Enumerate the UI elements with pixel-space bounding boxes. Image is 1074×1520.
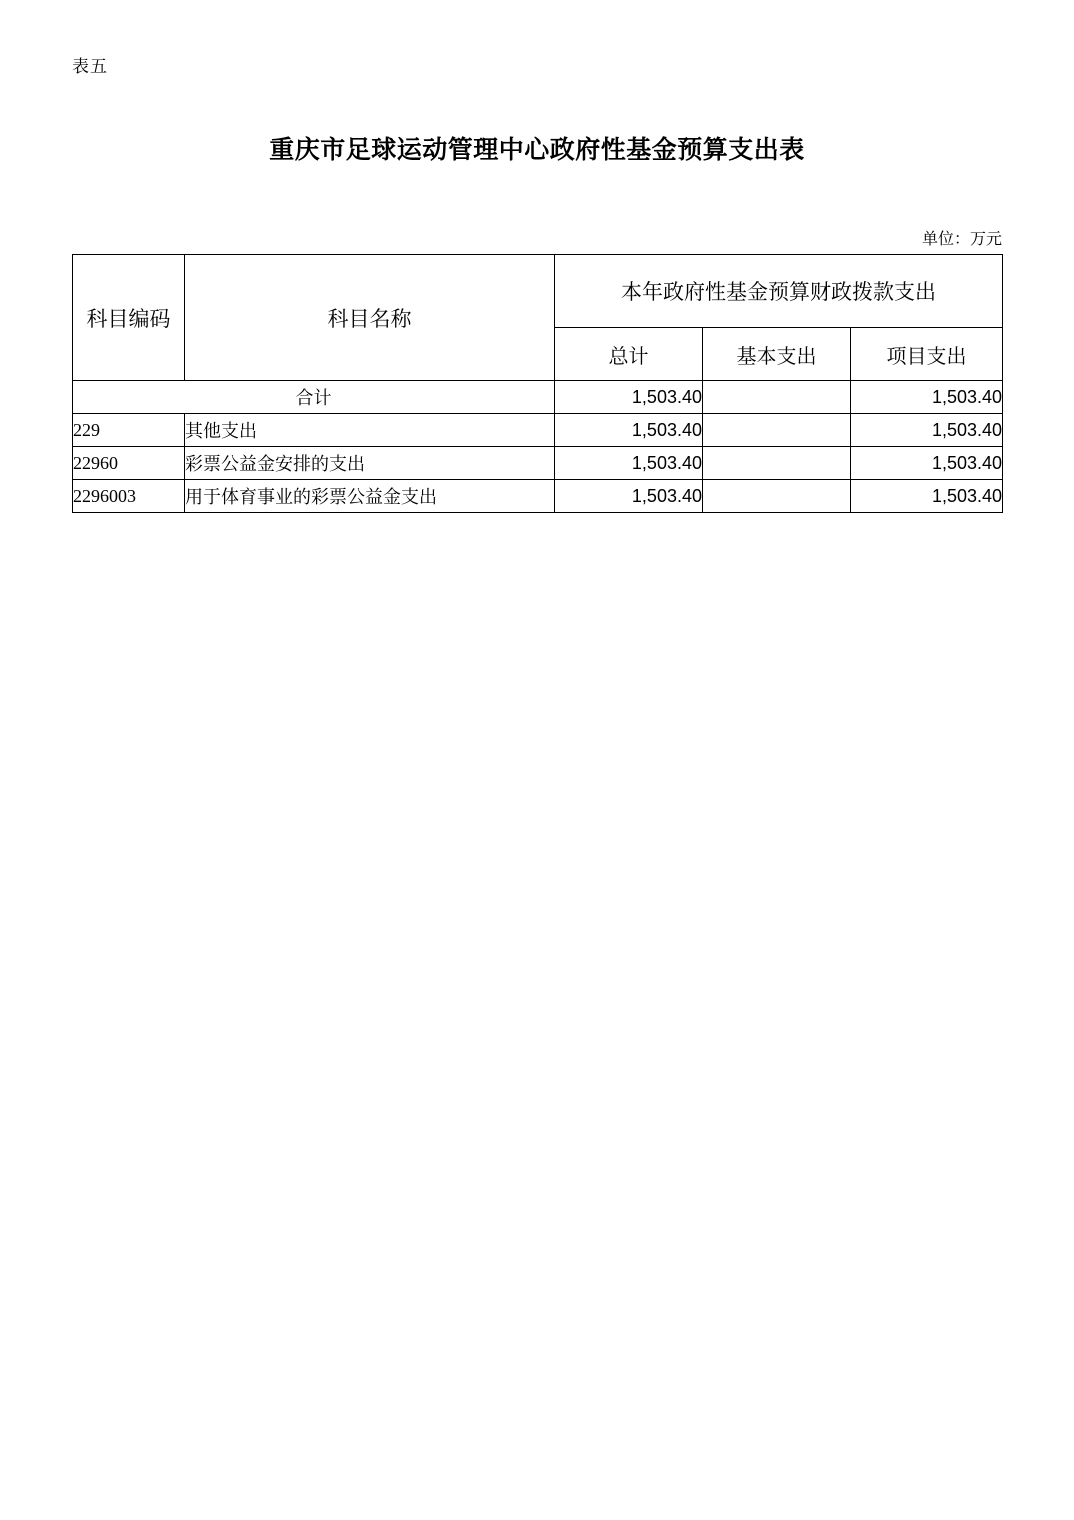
page-title: 重庆市足球运动管理中心政府性基金预算支出表 (269, 137, 805, 164)
row-total: 1,503.40 (555, 480, 703, 513)
header-name: 科目名称 (185, 255, 555, 381)
unit-note: 单位：万元 (921, 229, 1002, 248)
budget-expenditure-table (72, 254, 1003, 513)
header-group-current-year: 本年政府性基金预算财政拨款支出 (555, 255, 1003, 328)
header-total: 总计 (555, 328, 703, 381)
row-total-basic (703, 381, 851, 414)
row-name: 其他支出 (185, 414, 555, 447)
sheet-label: 表五 (72, 57, 108, 77)
row-project: 1,503.40 (851, 447, 1003, 480)
row-code: 2296003 (73, 480, 185, 513)
header-code: 科目编码 (73, 255, 185, 381)
row-name: 彩票公益金安排的支出 (185, 447, 555, 480)
header-project-expenditure: 项目支出 (851, 328, 1003, 381)
row-project: 1,503.40 (851, 480, 1003, 513)
row-total-total: 1,503.40 (555, 381, 703, 414)
row-basic (703, 414, 851, 447)
row-basic (703, 447, 851, 480)
table-row-total (73, 381, 1003, 414)
row-project: 1,503.40 (851, 414, 1003, 447)
row-basic (703, 480, 851, 513)
row-total-label: 合计 (73, 381, 555, 414)
table-row (73, 447, 1003, 480)
row-total: 1,503.40 (555, 414, 703, 447)
row-code: 22960 (73, 447, 185, 480)
row-total-project: 1,503.40 (851, 381, 1003, 414)
table-row (73, 414, 1003, 447)
row-name: 用于体育事业的彩票公益金支出 (185, 480, 555, 513)
row-total: 1,503.40 (555, 447, 703, 480)
header-basic-expenditure: 基本支出 (703, 328, 851, 381)
row-code: 229 (73, 414, 185, 447)
table-row (73, 480, 1003, 513)
